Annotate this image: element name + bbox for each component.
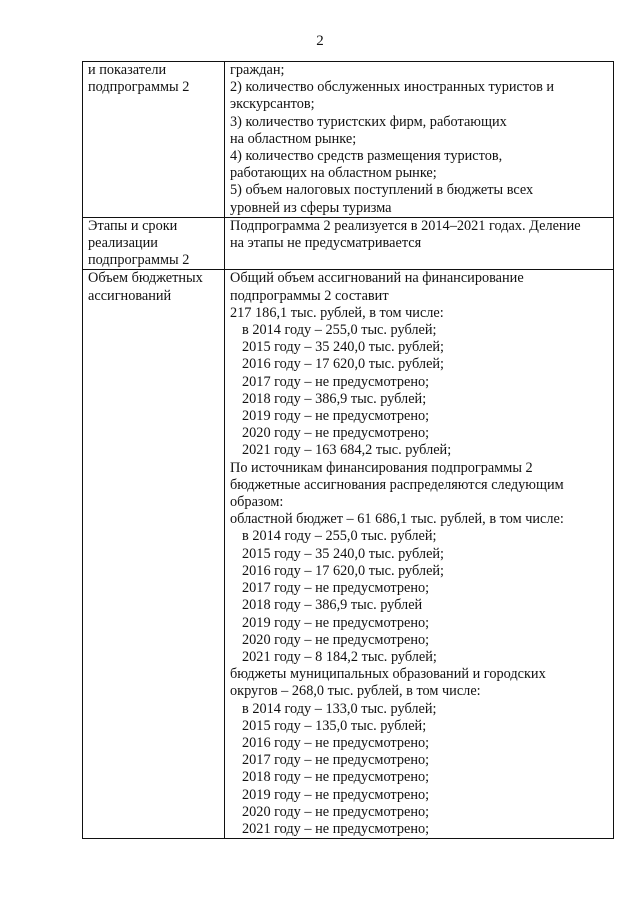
row-value-line: 2020 году – не предусмотрено; xyxy=(242,803,430,820)
row-label-line: подпрограммы 2 xyxy=(88,79,190,96)
row-value-line: работающих на областном рынке; xyxy=(230,165,437,182)
row-value-line: 217 186,1 тыс. рублей, в том числе: xyxy=(230,304,444,321)
row-value-line: областной бюджет – 61 686,1 тыс. рублей, в том числе: xyxy=(230,511,564,528)
row-value-line: 2019 году – не предусмотрено; xyxy=(242,614,430,631)
row-value-line: на областном рынке; xyxy=(230,130,357,147)
row-value-cell xyxy=(225,62,614,218)
row-value-line: 3) количество туристских фирм, работающих xyxy=(230,113,507,130)
table-row xyxy=(83,62,614,218)
row-value-line: бюджеты муниципальных образований и городских xyxy=(230,666,546,683)
row-value-cell xyxy=(225,270,614,839)
row-label-line: ассигнований xyxy=(88,287,172,304)
row-value-line: 2015 году – 35 240,0 тыс. рублей; xyxy=(242,339,445,356)
row-value-line: в 2014 году – 255,0 тыс. рублей; xyxy=(242,322,437,339)
row-value-line: на этапы не предусматривается xyxy=(230,235,422,252)
row-value-line: 2017 году – не предусмотрено; xyxy=(242,580,430,597)
row-value-line: 2) количество обслуженных иностранных туристов и xyxy=(230,79,555,96)
table-row xyxy=(83,217,614,270)
row-value-line: в 2014 году – 133,0 тыс. рублей; xyxy=(242,700,437,717)
row-value-line: Подпрограмма 2 реализуется в 2014–2021 годах. Деление xyxy=(230,217,581,234)
row-value-line: 2019 году – не предусмотрено; xyxy=(242,786,430,803)
row-value-cell xyxy=(225,217,614,270)
passport-table-body xyxy=(83,62,614,839)
row-value-line: 2019 году – не предусмотрено; xyxy=(242,408,430,425)
row-value-line: экскурсантов; xyxy=(230,96,315,113)
row-value-line: 2016 году – не предусмотрено; xyxy=(242,734,430,751)
row-label-line: и показатели xyxy=(88,62,167,78)
row-value-line: 2021 году – 8 184,2 тыс. рублей; xyxy=(242,648,437,665)
row-value-line: граждан; xyxy=(230,62,285,78)
row-value-line: 2020 году – не предусмотрено; xyxy=(242,631,430,648)
row-label-line: Этапы и сроки xyxy=(88,217,178,234)
row-value-line: Общий объем ассигнований на финансирование xyxy=(230,270,524,287)
row-value-line: 2021 году – 163 684,2 тыс. рублей; xyxy=(242,442,452,459)
row-value-line: 2018 году – 386,9 тыс. рублей xyxy=(242,597,423,614)
row-value-line: 5) объем налоговых поступлений в бюджеты всех xyxy=(230,182,534,199)
page-number: 2 xyxy=(316,33,324,49)
row-label-line: подпрограммы 2 xyxy=(88,252,190,269)
row-label-line: реализации xyxy=(88,235,158,252)
subprogram-passport-table xyxy=(82,61,614,839)
row-label-line: Объем бюджетных xyxy=(88,270,203,287)
row-value-line: в 2014 году – 255,0 тыс. рублей; xyxy=(242,528,437,545)
row-value-line: 2015 году – 135,0 тыс. рублей; xyxy=(242,717,427,734)
row-label-cell xyxy=(83,270,225,839)
row-label-cell xyxy=(83,62,225,218)
row-value-line: 2021 году – не предусмотрено; xyxy=(242,820,430,837)
row-value-line: образом: xyxy=(230,494,284,511)
row-value-line: 2015 году – 35 240,0 тыс. рублей; xyxy=(242,545,445,562)
row-value-line: 2017 году – не предусмотрено; xyxy=(242,373,430,390)
row-value-line: По источникам финансирования подпрограммы 2 xyxy=(230,459,533,476)
row-value-line: 2018 году – не предусмотрено; xyxy=(242,769,430,786)
row-value-line: подпрограммы 2 составит xyxy=(230,287,389,304)
row-value-line: 2016 году – 17 620,0 тыс. рублей; xyxy=(242,356,445,373)
row-value-line: 2016 году – 17 620,0 тыс. рублей; xyxy=(242,562,445,579)
row-label-cell xyxy=(83,217,225,270)
row-value-line: бюджетные ассигнования распределяются следующим xyxy=(230,476,564,493)
row-value-line: округов – 268,0 тыс. рублей, в том числе: xyxy=(230,683,481,700)
row-value-line: 2017 году – не предусмотрено; xyxy=(242,752,430,769)
row-value-line: 2018 году – 386,9 тыс. рублей; xyxy=(242,390,427,407)
row-value-line: уровней из сферы туризма xyxy=(230,199,392,216)
table-row xyxy=(83,270,614,839)
row-value-line: 4) количество средств размещения туристов, xyxy=(230,148,503,165)
row-value-line: 2020 году – не предусмотрено; xyxy=(242,425,430,442)
